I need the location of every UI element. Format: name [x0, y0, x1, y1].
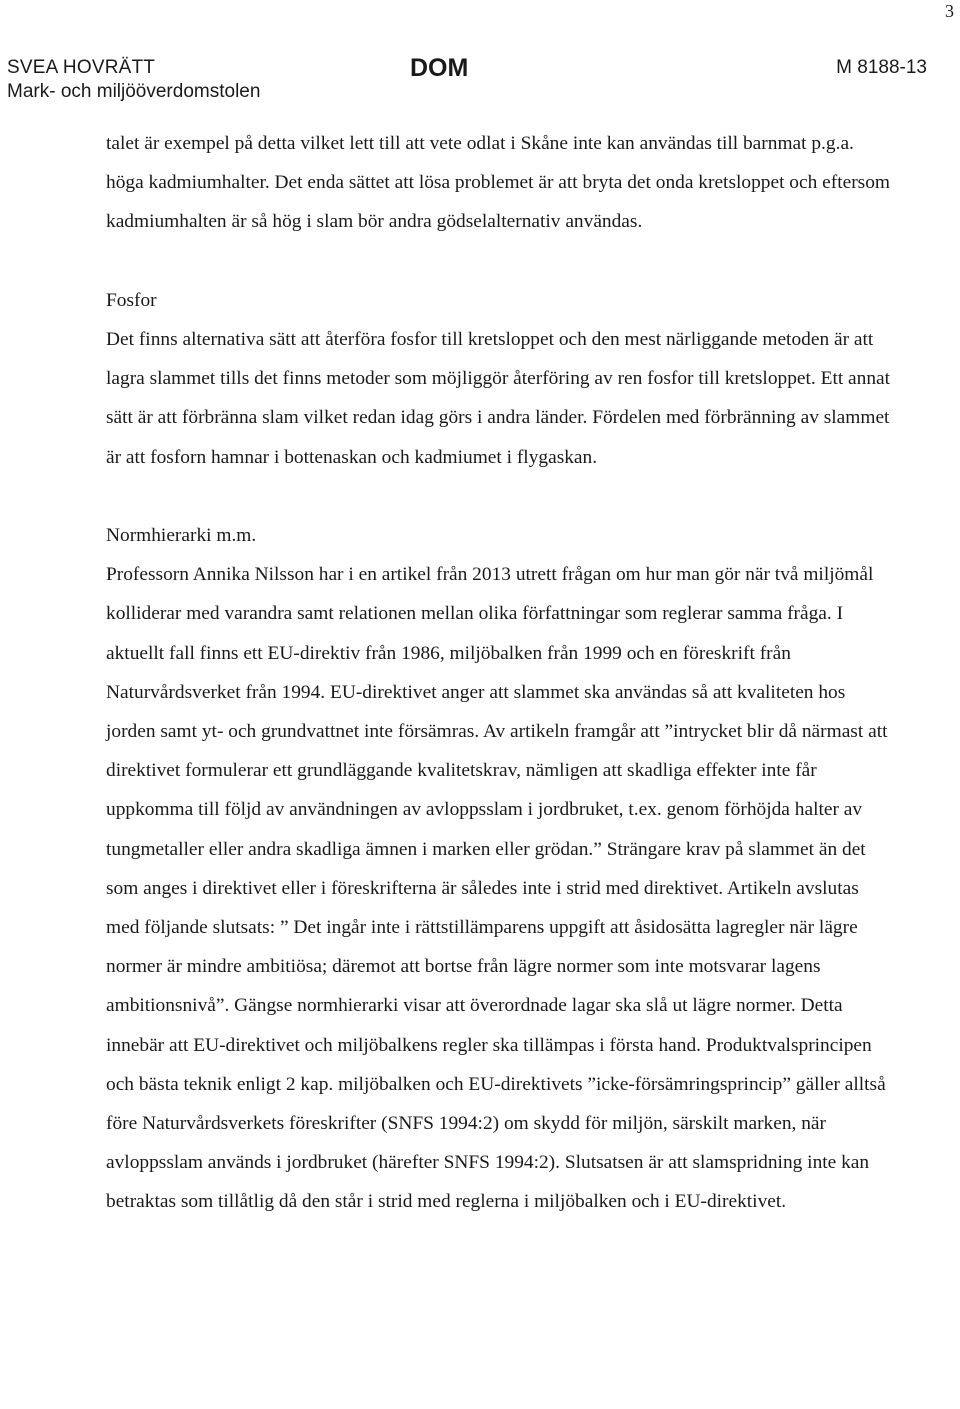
case-number: M 8188-13: [836, 57, 927, 78]
normhierarki-paragraph: Professorn Annika Nilsson har i en artikel från 2013 utrett frågan om hur man gör när två miljömål kolliderar med varandra samt relationen mellan olika författningar som reglerar samma fråga. I aktuellt fall finns ett EU-direktiv från 1986, miljöbalken från 1999 och en föreskrift från Naturvårdsverket från 1994. EU-direktivet anger att slammet ska användas så att kvaliteten hos jorden samt yt- och grundvattnet inte försämras. Av artikeln framgår att ”intrycket blir då närmast att direktivet formulerar ett grundläggande kvalitetskrav, nämligen att skadliga effekter inte får uppkomma till följd av användningen av avloppsslam i jordbruket, t.ex. genom förhöjda halter av tungmetaller eller andra skadliga ämnen i marken eller grödan.” Strängare krav på slammet än det som anges i direktivet eller i föreskrifterna är således inte i strid med direktivet. Artikeln avslutas med följande slutsats: ” Det ingår inte i rättstillämparens uppgift att åsidosätta lagregler när lägre normer är mindre ambitiösa; däremot att bortse från lägre normer som inte motsvarar lagens ambitionsnivå”. Gängse normhierarki visar att överordnade lagar ska slå ut lägre normer. Detta innebär att EU-direktivet och miljöbalkens regler ska tillämpas i första hand. Produktvalsprincipen och bästa teknik enligt 2 kap. miljöbalken och EU-direktivets ”icke-försämringsprincip” gäller alltså före Naturvårdsverkets föreskrifter (SNFS 1994:2) om skydd för miljön, särskilt marken, när avloppsslam används i jordbruket (härefter SNFS 1994:2). Slutsatsen är att slamspridning inte kan betraktas som tillåtlig då den står i strid med reglerna i miljöbalken och i EU-direktivet.: [106, 564, 888, 1213]
court-name: SVEA HOVRÄTT: [7, 57, 156, 78]
page-number: 3: [945, 1, 954, 21]
intro-paragraph: talet är exempel på detta vilket lett till att vete odlat i Skåne inte kan användas till barnmat p.g.a. höga kadmiumhalter. Det enda sättet att lösa problemet är att bryta det onda kretsloppet och eftersom kadmiumhalten är så hög i slam bör andra gödselalternativ användas.: [106, 133, 890, 233]
paragraph-spacer: [106, 477, 896, 516]
document-type: DOM: [410, 54, 469, 82]
document-header: [7, 54, 927, 107]
court-division: Mark- och miljööverdomstolen: [7, 81, 261, 102]
section-heading-fosfor: Fosfor: [106, 289, 157, 311]
section-heading-normhierarki: Normhierarki m.m.: [106, 525, 257, 546]
document-body: [106, 124, 896, 1222]
fosfor-paragraph: Det finns alternativa sätt att återföra fosfor till kretsloppet och den mest närliggande metoden är att lagra slammet tills det finns metoder som möjliggör återföring av ren fosfor till kretsloppet. Ett annat sätt är att förbränna slam vilket redan idag görs i andra länder. Fördelen med förbränning av slammet är att fosforn hamnar i bottenaskan och kadmiumet i flygaskan.: [106, 329, 891, 468]
paragraph-spacer: [106, 242, 896, 281]
